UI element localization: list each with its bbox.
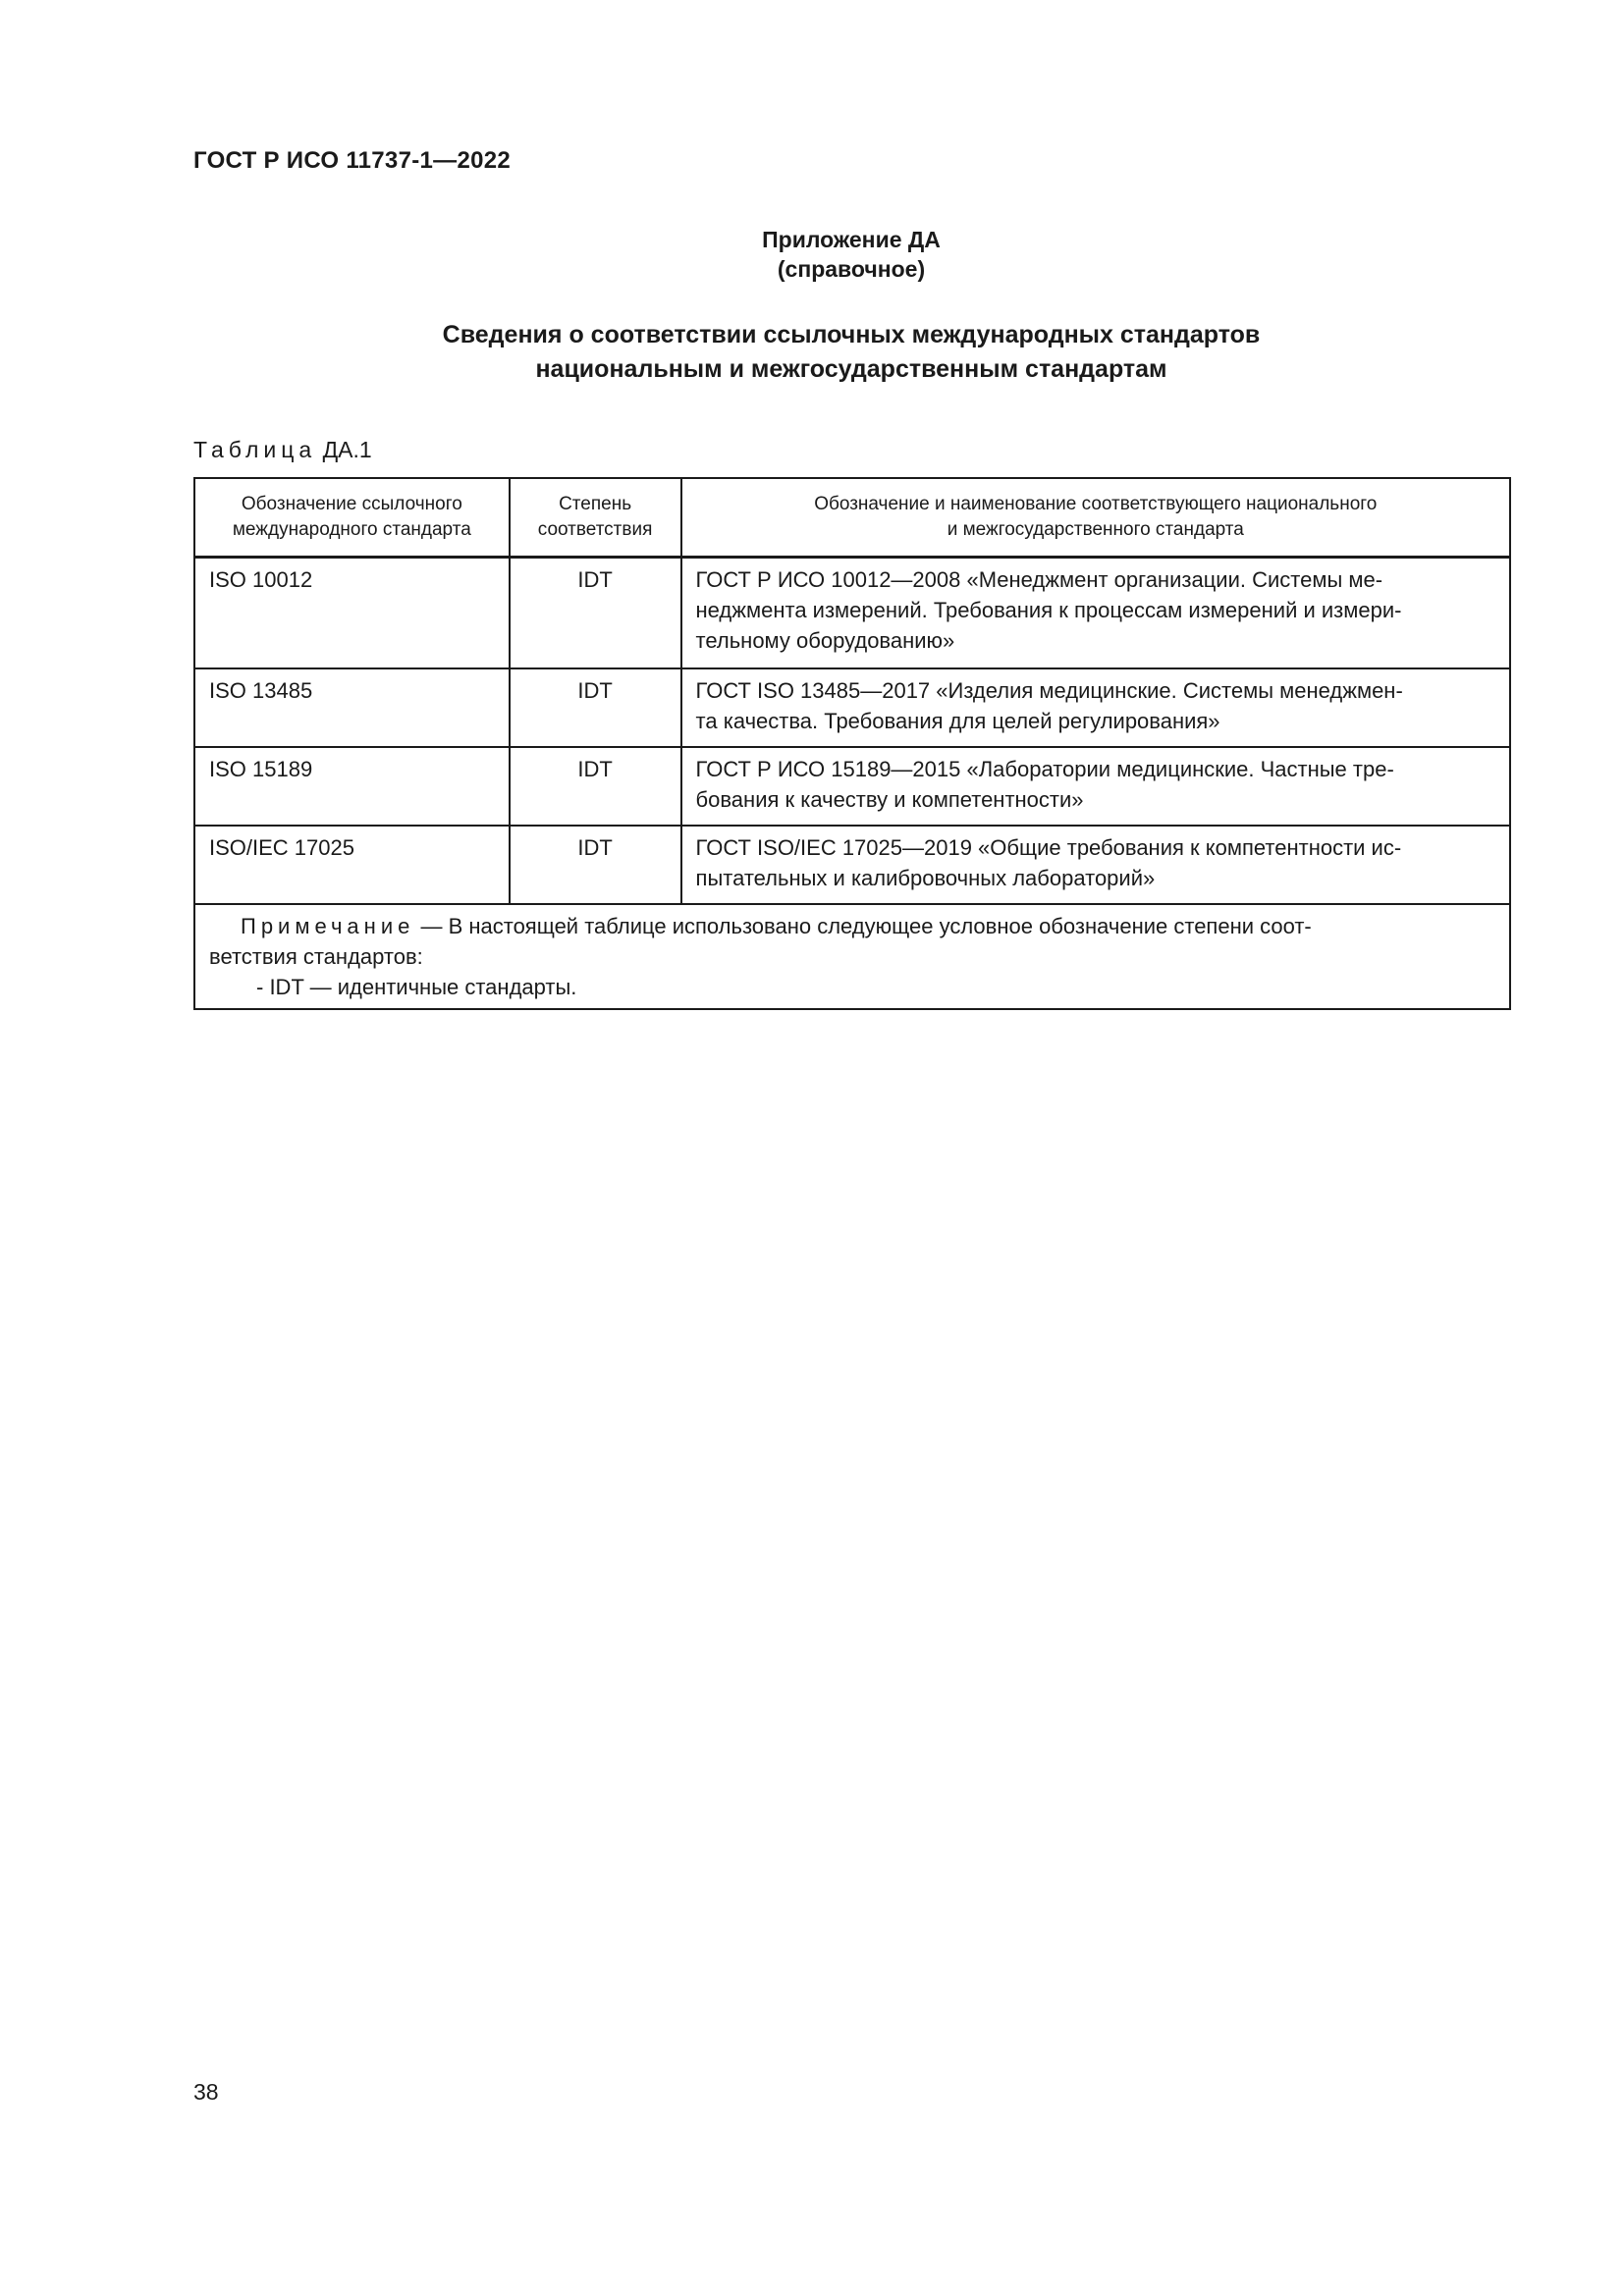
page-number: 38 xyxy=(193,2079,219,2105)
correspondence-table xyxy=(193,477,1511,1010)
note-heading: Примечание xyxy=(241,914,415,938)
annex-subject-title xyxy=(0,318,1624,387)
table-row xyxy=(194,747,1510,826)
table-caption-number: ДА.1 xyxy=(322,437,372,462)
annex-heading xyxy=(0,225,1624,284)
table-row xyxy=(194,668,1510,747)
cell-national-standard: ГОСТ ISO 13485—2017 «Изделия медицинские. Системы менеджмен- та качества. Требования для целей регулирования» xyxy=(681,668,1510,747)
cell-degree: IDT xyxy=(510,668,681,747)
header-degree: Степень соответствия xyxy=(510,478,681,558)
cell-national-standard: ГОСТ Р ИСО 10012—2008 «Менеджмент организации. Системы ме- неджмента измерений. Требования к процессам измерений и измери- тельному оборудованию» xyxy=(681,558,1510,669)
cell-degree: IDT xyxy=(510,747,681,826)
document-code: ГОСТ Р ИСО 11737-1—2022 xyxy=(193,147,512,174)
note-list-item: - IDT — идентичные стандарты. xyxy=(256,975,577,999)
note-line-1: Примечание — В настоящей таблице использовано следующее условное обозначение степени соот- xyxy=(241,914,1312,938)
table-caption xyxy=(193,437,372,463)
cell-reference: ISO 15189 xyxy=(194,747,510,826)
table-note xyxy=(194,904,1510,1009)
table-header-row xyxy=(194,478,1510,558)
annex-title: Приложение ДА xyxy=(762,227,941,252)
table-row xyxy=(194,826,1510,904)
title-line-1: Сведения о соответствии ссылочных международных стандартов xyxy=(442,321,1261,348)
cell-degree: IDT xyxy=(510,826,681,904)
annex-kind: (справочное) xyxy=(777,256,926,282)
cell-national-standard: ГОСТ Р ИСО 15189—2015 «Лаборатории медицинские. Частные тре- бования к качеству и компетентности» xyxy=(681,747,1510,826)
cell-reference: ISO 10012 xyxy=(194,558,510,669)
header-national-standard: Обозначение и наименование соответствующего национального и межгосударственного стандарта xyxy=(681,478,1510,558)
cell-degree: IDT xyxy=(510,558,681,669)
table-row xyxy=(194,558,1510,669)
table-caption-word: Таблица xyxy=(193,437,317,462)
header-reference-standard: Обозначение ссылочного международного стандарта xyxy=(194,478,510,558)
note-line-2: ветствия стандартов: xyxy=(209,944,423,969)
title-line-2: национальным и межгосударственным стандартам xyxy=(535,355,1167,383)
cell-national-standard: ГОСТ ISO/IEC 17025—2019 «Общие требования к компетентности ис- пытательных и калибровочных лабораторий» xyxy=(681,826,1510,904)
cell-reference: ISO/IEC 17025 xyxy=(194,826,510,904)
cell-reference: ISO 13485 xyxy=(194,668,510,747)
table-note-row xyxy=(194,904,1510,1009)
